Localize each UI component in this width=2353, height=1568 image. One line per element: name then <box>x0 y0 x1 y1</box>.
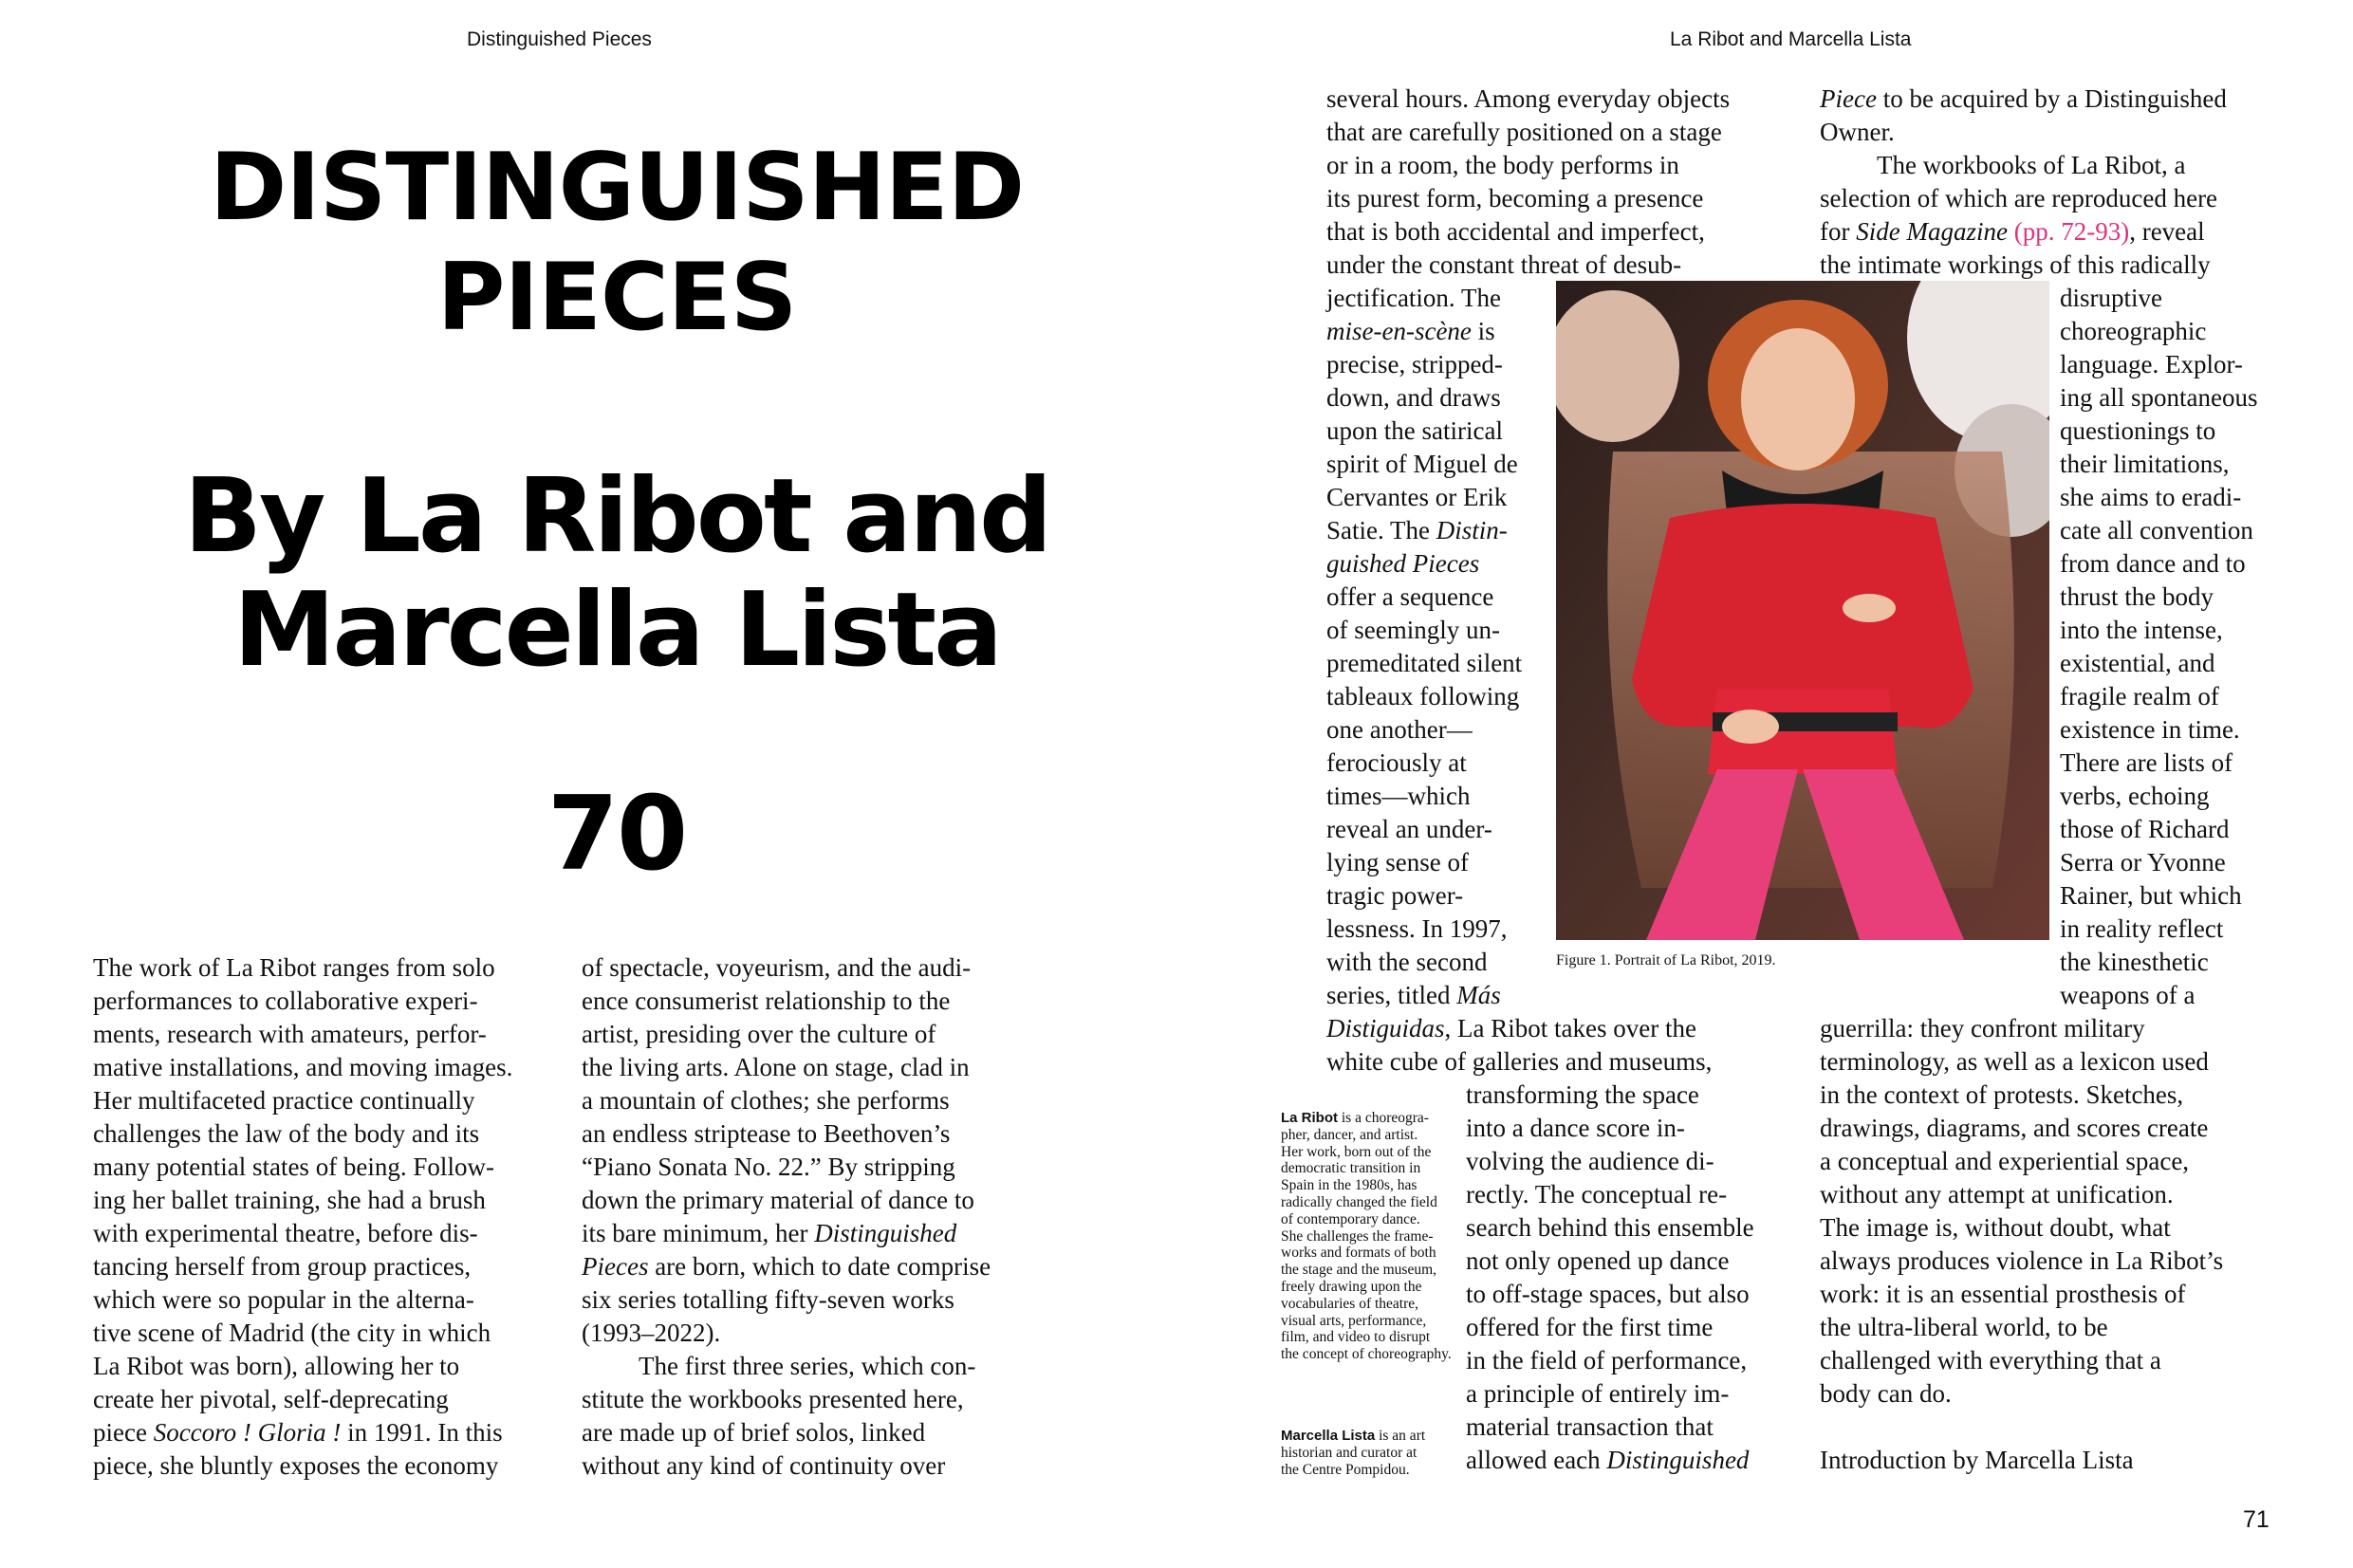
body-column-2: of spectacle, voyeurism, and the audi- ence consumerist relationship to the artist, presiding over the culture of the living arts. Alone on stage, clad in a mountain of clothes; she performs an endless striptease to Beethoven’s “Piano Sonata No. 22.” By stripping down the primary material of dance to its bare minimum, her Distinguished Pieces are born, which to date comprise six series totalling fifty-seven works (1993–2022). The first three series, which con- stitute the workbooks presented here, are made up of brief solos, linked without any kind of continuity over <box>582 953 991 1480</box>
article-byline <box>57 457 1176 690</box>
figure-caption: Figure 1. Portrait of La Ribot, 2019. <box>1556 952 1776 968</box>
byline-line-1: By La Ribot and <box>183 457 1050 576</box>
byline-line-2: Marcella Lista <box>232 571 1001 690</box>
title-line-2: PIECES <box>436 244 797 352</box>
right-page-number: 71 <box>2243 1506 2270 1533</box>
bio-marcella-lista: Marcella Lista is an art historian and curator at the Centre Pompidou. <box>1281 1428 1426 1478</box>
bio-name-marcella-lista: Marcella Lista <box>1281 1428 1376 1444</box>
left-running-head: Distinguished Pieces <box>467 28 652 50</box>
body-column-3-bottom: transforming the space into a dance score in- volving the audience di- rectly. The conceptual re- search behind this ensemble not only opened up dance to off-stage spaces, but also offered for the first time in the field of performance, a principle of entirely im- material transaction that allowed each Distinguished <box>1466 1080 1754 1474</box>
body-column-4-bottom: guerrilla: they confront military terminology, as well as a lexicon used in the context of protests. Sketches, drawings, diagrams, and scores create a conceptual and experiential space, without any attempt at unification. The image is, without doubt, what always produces violence in La Ribot’s work: it is an essential prosthesis of the ultra-liberal world, to be challenged with everything that a body can do. <box>1820 1014 2224 1408</box>
body-column-4-narrow: disruptive choreographic language. Explor- ing all spontaneous questionings to their limitations, she aims to eradi- cate all convention from dance and to thrust the body into the intense, existential, and fragile realm of existence in time. There are lists of verbs, echoing those of Richard Serra or Yvonne Rainer, but which in reality reflect the kinesthetic weapons of a <box>2060 284 2258 1009</box>
title-line-1: DISTINGUISHED <box>209 134 1025 242</box>
body-column-1: The work of La Ribot ranges from solo performances to collaborative experi- ments, research with amateurs, perfor- mative installations, and moving images. Her multifaceted practice continually challenges the law of the body and its many potential states of being. Follow- ing her ballet training, she had a brush with experimental theatre, before dis- tancing herself from group practices, which were so popular in the alterna- tive scene of Madrid (the city in which La Ribot was born), allowing her to create her pivotal, self-deprecating piece Soccoro ! Gloria ! in 1991. In this piece, she bluntly exposes the economy <box>93 953 513 1480</box>
right-running-head: La Ribot and Marcella Lista <box>1670 28 1912 50</box>
display-page-number: 70 <box>547 775 687 894</box>
introduction-credit: Introduction by Marcella Lista <box>1820 1446 2134 1474</box>
body-column-3-top: several hours. Among everyday objects that are carefully positioned on a stage or in a room, the body performs in its purest form, becoming a presence that is both accidental and imperfect, under the constant threat of desub- <box>1326 84 1731 279</box>
portrait-photo <box>1556 281 2049 940</box>
article-title <box>57 133 1176 353</box>
bio-la-ribot: La Ribot is a choreogra- pher, dancer, and artist. Her work, born out of the democratic transition in Spain in the 1980s, has radically changed the field of contemporary dance. She challenges the frame- works and formats of both the stage and the museum, freely drawing upon the vocabularies of theatre, visual arts, performance, film, and video to disrupt the concept of choreography. <box>1281 1110 1452 1363</box>
body-column-3-narrow: jectification. The mise-en-scène is precise, stripped- down, and draws upon the satirical spirit of Miguel de Cervantes or Erik Satie. The Distin- guished Pieces offer a sequence of seemingly un- premeditated silent tableaux following one another— ferociously at times—which reveal an under- lying sense of tragic power- lessness. In 1997, with the second series, titled Más Distiguidas, La Ribot takes over the white cube of galleries and museums, <box>1326 284 1713 1076</box>
body-column-4-top: Piece to be acquired by a Distinguished Owner. The workbooks of La Ribot, a selection of which are reproduced here for Side Magazine (pp. 72-93), reveal the intimate workings of this radically <box>1820 84 2227 279</box>
bio-name-la-ribot: La Ribot <box>1281 1110 1338 1126</box>
side-magazine-reference: for Side Magazine (pp. 72-93), reveal <box>1820 217 2205 246</box>
